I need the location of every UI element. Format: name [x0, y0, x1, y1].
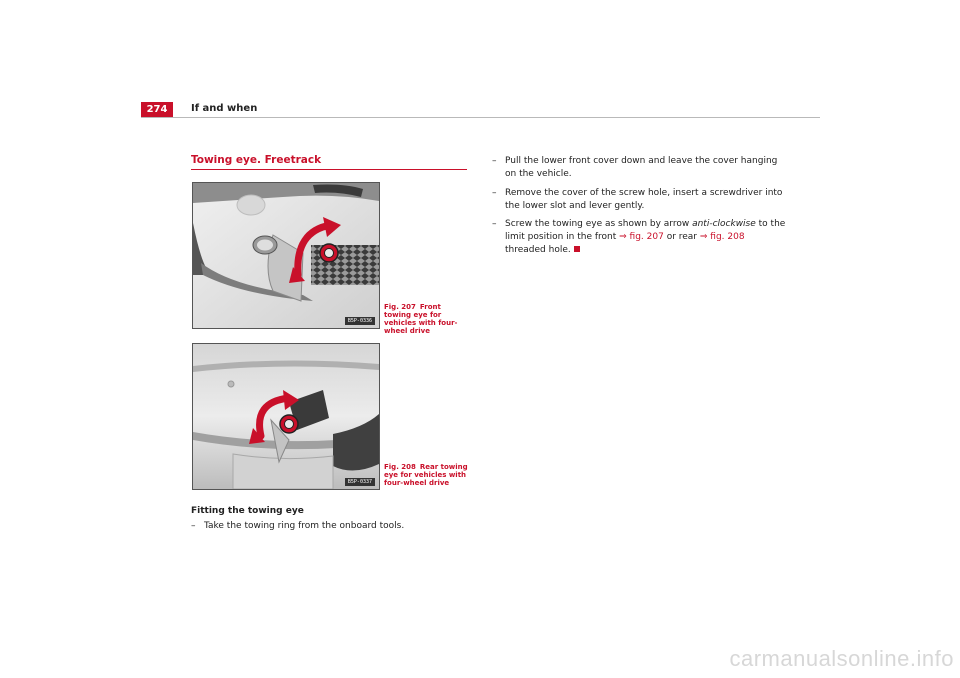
step-3: – Remove the cover of the screw hole, insert a screwdriver into the lower slot and lever gently.	[492, 188, 783, 211]
emphasis-anti-clockwise: anti-clockwise	[692, 219, 756, 229]
figure-caption-text: Rear towing eye for vehicles with four-wheel drive	[384, 463, 468, 487]
figure-caption-208	[384, 463, 470, 487]
watermark: carmanualsonline.info	[729, 646, 954, 671]
figure-code: B5P-0336	[345, 317, 375, 325]
section-rule	[191, 169, 467, 170]
figure-label: Fig. 208	[384, 463, 416, 471]
page-number: 274	[141, 102, 173, 117]
section-title: Towing eye. Freetrack	[191, 154, 322, 166]
step-1: – Take the towing ring from the onboard tools.	[191, 521, 405, 531]
figure-front-towing-eye	[192, 182, 380, 329]
front-bumper-illustration	[193, 183, 379, 328]
chapter-title: If and when	[191, 103, 258, 114]
link-fig-208[interactable]: ⇒ fig. 208	[699, 232, 745, 242]
header-rule	[141, 117, 820, 118]
figure-caption-207	[384, 303, 470, 335]
subheading: Fitting the towing eye	[191, 506, 304, 516]
step-2: – Pull the lower front cover down and leave the cover hanging on the vehicle.	[492, 156, 778, 179]
section-end-mark-icon	[574, 246, 580, 252]
figure-code: B5P-0337	[345, 478, 375, 486]
figure-rear-towing-eye	[192, 343, 380, 490]
link-fig-207[interactable]: ⇒ fig. 207	[619, 232, 664, 242]
figure-caption-text: Front towing eye for vehicles with four-wheel drive	[384, 303, 458, 335]
rear-bumper-illustration	[193, 344, 379, 489]
step-4: – Screw the towing eye as shown by arrow anti-clockwise to the limit position in the front ⇒ fig. 207 or rear ⇒ fig. 208 threaded hole.	[492, 219, 786, 255]
figure-label: Fig. 207	[384, 303, 416, 311]
